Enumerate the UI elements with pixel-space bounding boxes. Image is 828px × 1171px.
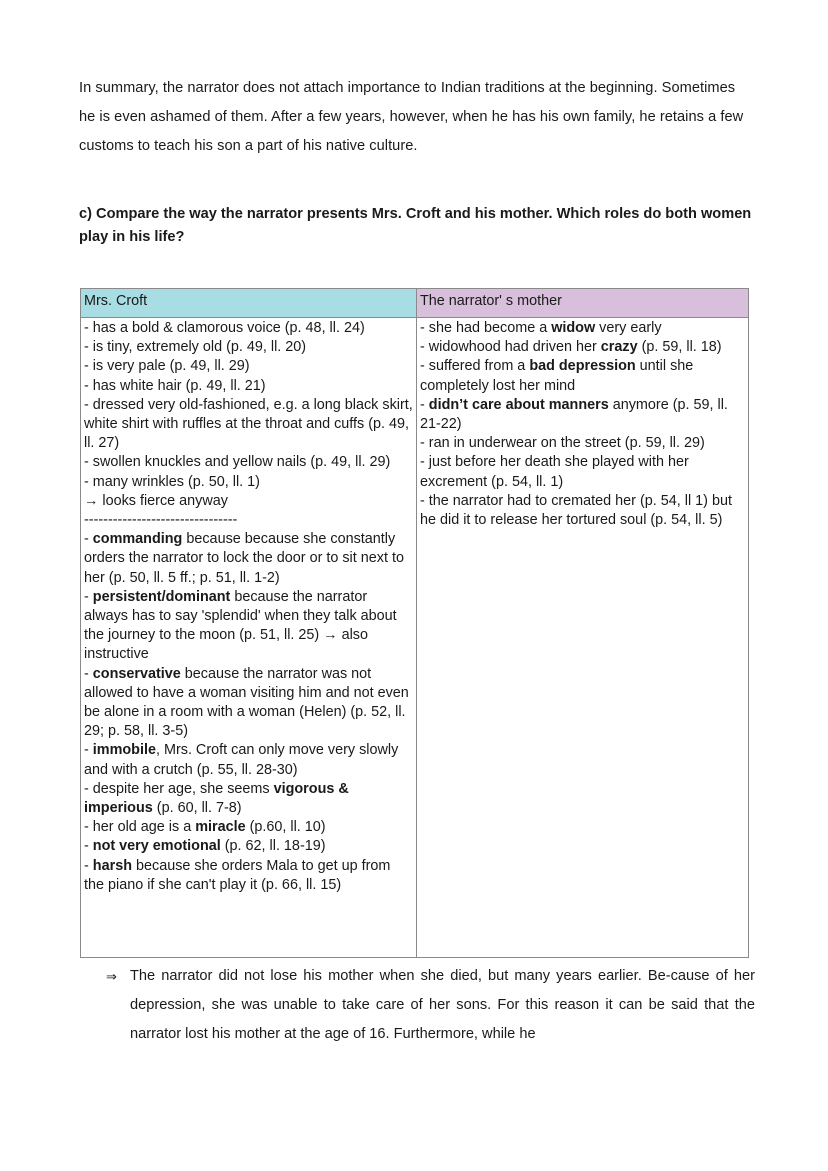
list-item: - dressed very old-fashioned, e.g. a long black skirt, white shirt with ruffles at the throat and cuffs (p. 49, ll. 27) (84, 396, 413, 452)
list-item: - has white hair (p. 49, ll. 21) (84, 377, 266, 394)
conclusion-paragraph (106, 962, 755, 1049)
list-item: - harsh because she orders Mala to get up from the piano if she can't play it (p. 66, ll. 15) (84, 857, 391, 893)
summary-paragraph: In summary, the narrator does not attach importance to Indian traditions at the beginning. Sometimes he is even ashamed of them. After a few years, however, when he has his own family, he retains a few customs to teach his son a part of his native culture. (79, 80, 744, 154)
list-item: - is tiny, extremely old (p. 49, ll. 20) (84, 339, 307, 356)
list-item: - commanding because because she constantly orders the narrator to lock the door or to sit next to her (p. 50, ll. 5 ff.; p. 51, ll. 1-2) (84, 531, 404, 586)
list-item: - despite her age, she seems vigorous & imperious (p. 60, ll. 7-8) (84, 780, 349, 817)
table-row (81, 318, 749, 958)
cell-mrs-croft (81, 318, 417, 958)
list-item: - she had become a widow very early (420, 320, 662, 336)
list-item: - is very pale (p. 49, ll. 29) (84, 358, 250, 375)
cell-narrators-mother (417, 318, 749, 958)
list-item: - conservative because the narrator was not allowed to have a woman visiting him and not even be alone in a room with a woman (Helen) (p. 52, ll. 29; p. 58, ll. 3-5) (84, 665, 409, 740)
list-item: → looks fierce anyway (84, 492, 228, 509)
list-item: - her old age is a miracle (p.60, ll. 10) (84, 819, 326, 836)
question-heading: c) Compare the way the narrator presents Mrs. Croft and his mother. Which roles do both women play in his life? (79, 206, 752, 245)
list-item: - widowhood had driven her crazy (p. 59, ll. 18) (420, 339, 722, 356)
list-item: - the narrator had to cremated her (p. 54, ll 1) but he did it to release her tortured soul (p. 54, ll. 5) (420, 492, 732, 529)
section-divider: -------------------------------- (84, 512, 238, 529)
list-item: - swollen knuckles and yellow nails (p. 49, ll. 29) (84, 454, 391, 471)
list-item: - didn’t care about manners anymore (p. 59, ll. 21-22) (420, 396, 728, 433)
comparison-table (80, 288, 749, 958)
list-item: - has a bold & clamorous voice (p. 48, ll. 24) (84, 320, 365, 336)
table-header-row (81, 289, 749, 318)
header-narrators-mother: The narrator' s mother (417, 289, 749, 318)
list-item: - many wrinkles (p. 50, ll. 1) (84, 473, 260, 490)
list-item: - persistent/dominant because the narrator always has to say 'splendid' when they talk about the journey to the moon (p. 51, ll. 25) → also instructive (84, 588, 397, 663)
list-item: - ran in underwear on the street (p. 59, ll. 29) (420, 435, 705, 452)
list-item: - not very emotional (p. 62, ll. 18-19) (84, 838, 326, 855)
list-item: - just before her death she played with her excrement (p. 54, ll. 1) (420, 454, 689, 490)
conclusion-text: The narrator did not lose his mother when she died, but many years earlier. Be-cause of her depression, she was unable to take care of her sons. For this reason it can be said that the narrator lost his mother at the age of 16. Furthermore, while he (130, 968, 755, 1042)
header-mrs-croft: Mrs. Croft (81, 289, 417, 318)
list-item: - immobile, Mrs. Croft can only move very slowly and with a crutch (p. 55, ll. 28-30) (84, 742, 399, 778)
double-arrow-icon: ⇒ (106, 969, 117, 984)
list-item: - suffered from a bad depression until she completely lost her mind (420, 358, 694, 394)
